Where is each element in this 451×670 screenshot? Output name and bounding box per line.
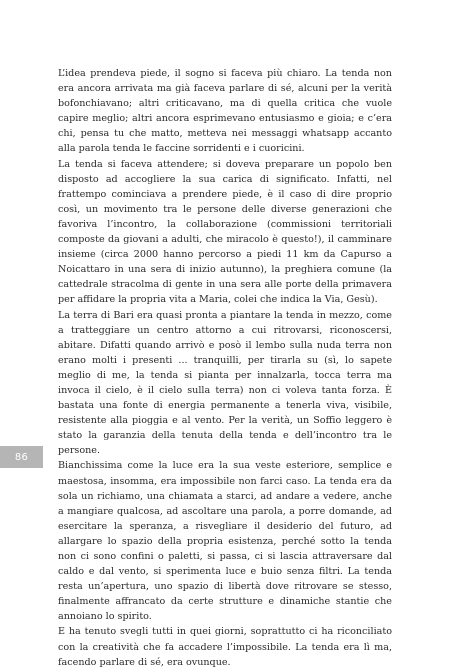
paragraph-1: L’idea prendeva piede, il sogno si faceva più chiaro. La tenda non era ancora arrivata ma già faceva parlare di sé, alcuni per la verità bofonchiavano; altri criticavano, ma di quella critica che vuole capire meglio; altri ancora esprimevano entusiasmo e gioia; e c’era chi, pensa tu che matto, metteva nei messaggi whatsapp accanto alla parola tenda le faccine sorridenti e i cuoricini. [58,68,392,155]
page-number: 86 [14,451,29,463]
paragraph-5: E ha tenuto svegli tutti in quei giorni, soprattutto ci ha riconciliato con la creatività che fa accadere l’impossibile. La tenda era lì ma, facendo parlare di sé, era ovunque. [58,626,392,668]
body-text [58,66,392,670]
page-number-tab [0,446,43,468]
paragraph-4: Bianchissima come la luce era la sua veste esteriore, semplice e maestosa, insomma, era impossibile non farci caso. La tenda era da sola un richiamo, una chiamata a starci, ad andare a vedere, anche a mangiare qualcosa, ad ascoltare una parola, a porre domande, ad esercitare la speranza, a risvegliare il desiderio del futuro, ad allargare lo spazio della propria esistenza, perché sotto la tenda non ci sono confini o paletti, si passa, ci si lascia attraversare dal caldo e dal vento, si sperimenta luce e buio senza filtri. La tenda resta un’apertura, uno spazio di libertà dove ritrovare se stesso, finalmente affrancato da certe strutture e dinamiche stantie che annoiano lo spirito. [58,460,392,623]
paragraph-2: La tenda si faceva attendere; si doveva preparare un popolo ben disposto ad accogliere la sua carica di significato. Infatti, nel frattempo cominciava a prendere piede, è il caso di dire proprio così, un movimento tra le persone delle diverse generazioni che favoriva l’incontro, la collaborazione (commissioni territoriali composte da giovani a adulti, che miracolo è questo!), il camminare insieme (circa 2000 hanno percorso a piedi 11 km da Capurso a Noicattaro in una sera di inizio autunno), la preghiera comune (la cattedrale stracolma di gente in una sera alle porte della primavera per affidare la propria vita a Maria, colei che indica la Via, Gesù). [58,158,392,306]
paragraph-3: La terra di Bari era quasi pronta a piantare la tenda in mezzo, come a tratteggiare un centro attorno a cui ritrovarsi, riconoscersi, abitare. Difatti quando arrivò e posò il lembo sulla nuda terra non erano molti i presenti ... tranquilli, per tirarla su (sì, lo sapete meglio di me, la tenda si pianta per innalzarla, tocca terra ma invoca il cielo, è il cielo sulla terra) non ci voleva tanta forza. È bastata una fonte di energia permanente a tenerla viva, visibile, resistente alla pioggia e al vento. Per la verità, un Soffio leggero è stato la garanzia della tenuta della tenda e dell’incontro tra le persone. [58,309,392,457]
